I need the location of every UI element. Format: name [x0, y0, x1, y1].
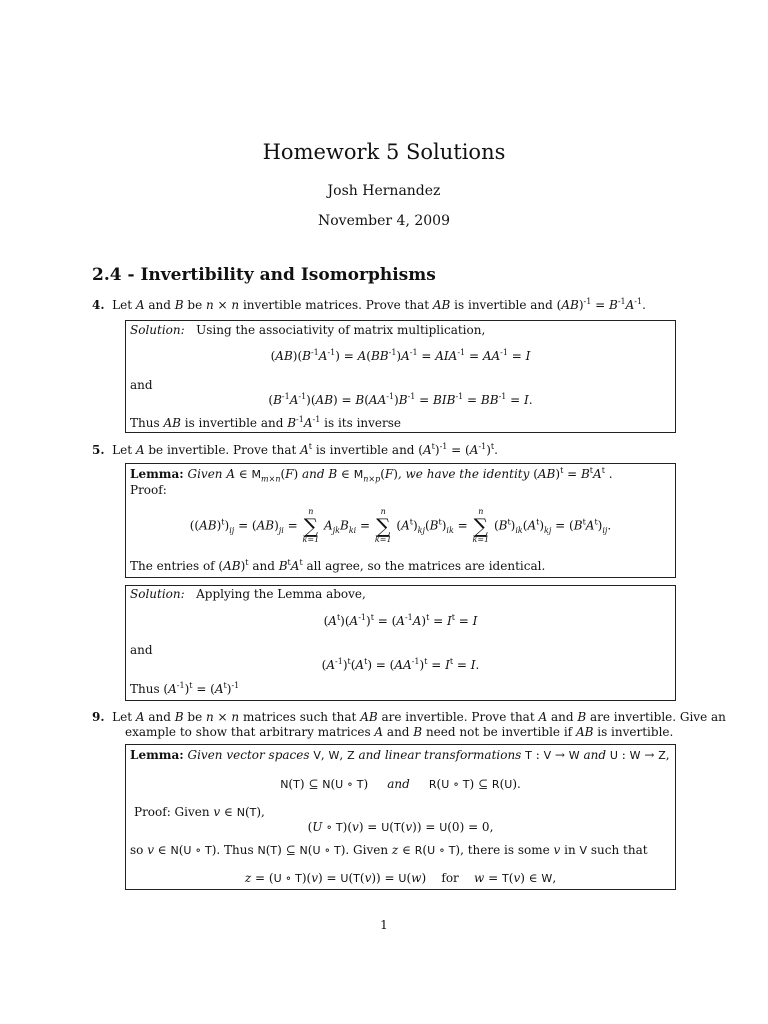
problem-9-statement-line-2: example to show that arbitrary matrices A and B need not be invertible if AB is invertible.: [125, 725, 674, 739]
lemma-conclusion: The entries of (AB)$^t$ and $B^tA^t$ all agree, so the matrices are identical.: [130, 558, 546, 573]
proof-equation-2: z = (U ∘ T)(v) = U(T(v)) = U(w) for w = T(v) ∈ W,: [244, 871, 557, 885]
document-author: Josh Hernandez: [327, 183, 441, 199]
problem-4-statement: 4. Let A and B be n × n invertible matrices. Prove that AB is invertible and $(AB)^{-1} = B^{-1}A^{-1}$.: [92, 297, 646, 312]
document-title: Homework 5 Solutions: [262, 140, 506, 164]
problem-9-lemma-box: [125, 744, 676, 890]
equation-1: $(A^t)(A^{-1})^t = (A^{-1}A)^t = I^t = I$: [323, 613, 478, 628]
proof-label: Proof:: [130, 483, 167, 497]
document-date: November 4, 2009: [318, 213, 450, 229]
solution-conclusion: Thus $(A^{-1})^t = (A^t)^{-1}$: [130, 681, 240, 696]
solution-intro: Solution: Applying the Lemma above,: [130, 587, 366, 601]
problem-5-lemma-box: [125, 463, 676, 578]
lemma-statement: Lemma: Given A ∈ $M_{m\times n}(F)$ and B ∈ $M_{n\times p}(F)$, we have the identity $(AB)^t = B^tA^t$ .: [130, 466, 613, 484]
proof-equation: (U ∘ T)(v) = U(T(v)) = U(0) = 0,: [307, 820, 494, 834]
solution-conclusion: Thus AB is invertible and $B^{-1}A^{-1}$ is its inverse: [130, 415, 402, 430]
problem-4-solution-box: [125, 320, 676, 433]
equation-2: $(B^{-1}A^{-1})(AB) = B(AA^{-1})B^{-1} = BIB^{-1} = BB^{-1} = I$.: [268, 392, 533, 407]
equation-2: $(A^{-1})^t(A^t) = (AA^{-1})^t = I^t = I$.: [321, 657, 480, 672]
page-number: 1: [380, 918, 388, 932]
lemma-statement: Lemma: Given vector spaces V, W, Z and linear transformations T : V → W and U : W → Z,: [130, 748, 670, 762]
lemma-equation: $((AB)^t)_{ij} = (AB)_{ji}$ = n ∑ k=1 $A_{jk}B_{ki}$ = n ∑ k=1 $(A^t)_{kj}(B^t)_{ik}$ = n ∑ k=1 $(B^t)_{ik}(A^t)_{kj} = (B^tA^t)_{ij}$.: [189, 507, 612, 544]
equation-1: $(AB)(B^{-1}A^{-1}) = A(BB^{-1})A^{-1} = AIA^{-1} = AA^{-1} = I$: [270, 348, 531, 363]
lemma-equation: N(T) ⊆ N(U ∘ T) and R(U ∘ T) ⊆ R(U).: [280, 777, 521, 791]
problem-5-solution-box: [125, 585, 676, 701]
and-text: and: [130, 378, 153, 392]
problem-9-statement-line-1: 9. Let A and B be n × n matrices such that AB are invertible. Prove that A and B are invertible. Give an: [92, 710, 726, 724]
proof-line: Proof: Given v ∈ N(T),: [134, 805, 265, 819]
solution-intro: Solution: Using the associativity of matrix multiplication,: [130, 323, 486, 337]
and-text: and: [130, 643, 153, 657]
section-heading: 2.4 - Invertibility and Isomorphisms: [92, 265, 436, 285]
proof-continuation: so v ∈ N(U ∘ T). Thus N(T) ⊆ N(U ∘ T). Given z ∈ R(U ∘ T), there is some v in V such that: [130, 843, 648, 857]
problem-5-statement: 5. Let A be invertible. Prove that $A^t$ is invertible and $(A^t)^{-1} = (A^{-1})^t$.: [92, 442, 498, 457]
